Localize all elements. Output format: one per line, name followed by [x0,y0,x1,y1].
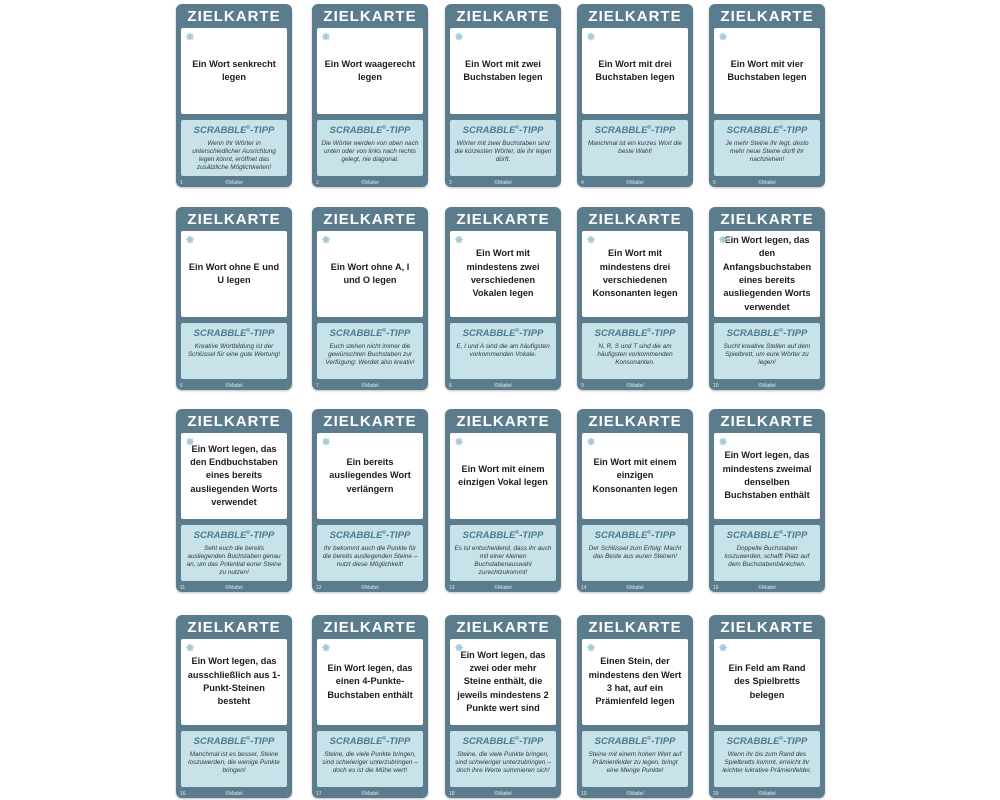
card-number: 11 [180,585,186,591]
tip-text: Sucht kreative Stellen auf dem Spielbrett, um eure Wörter zu legen! [723,343,811,367]
card-number: 17 [316,791,322,797]
goal-text: Ein Wort waagerecht legen [324,58,416,82]
tip-box [714,525,820,581]
card-number: 15 [713,585,719,591]
goal-card [176,4,292,187]
goal-card [445,207,561,390]
goal-text: Einen Stein, der mindestens den Wert 3 hat, auf ein Prämienfeld legen [588,656,682,707]
copyright-label: ©Mattel [626,585,644,591]
copyright-label: ©Mattel [361,791,379,797]
goal-text: Ein Wort legen, das ausschließlich aus 1-Punkt-Steinen besteht [187,656,281,707]
tip-box [714,323,820,379]
copyright-label: ©Mattel [361,180,379,186]
card-number: 13 [449,585,455,591]
tip-box [450,120,556,176]
goal-box [317,639,423,725]
star-icon: ✸ [185,233,196,247]
tip-box [450,323,556,379]
tip-heading: SCRABBLE®-TIPP [462,530,544,542]
goal-text: Ein Wort mit mindestens drei verschiedenen Konsonanten legen [592,248,678,299]
goal-text: Ein Wort ohne E und U legen [188,261,280,285]
goal-card [176,207,292,390]
goal-card [312,207,428,390]
card-title: ZIELKARTE [720,211,814,228]
copyright-label: ©Mattel [758,180,776,186]
goal-box [317,433,423,519]
copyright-label: ©Mattel [225,180,243,186]
card-title: ZIELKARTE [187,8,281,25]
goal-box [714,28,820,114]
tip-heading: SCRABBLE®-TIPP [329,328,411,340]
tip-box [181,323,287,379]
card-title: ZIELKARTE [323,413,417,430]
copyright-label: ©Mattel [225,791,243,797]
tip-heading: SCRABBLE®-TIPP [594,736,676,748]
goal-box [450,639,556,725]
tip-text: Wörter mit zwei Buchstaben sind die kürzesten Wörter, die ihr legen dürft. [454,140,552,164]
tip-box [181,731,287,787]
tip-text: Seht euch die bereits ausliegenden Buchstaben genau an, um das Potential eurer Steine zu nutzen! [186,545,282,577]
goal-box [582,28,688,114]
tip-box [582,323,688,379]
goal-card [709,207,825,390]
card-title: ZIELKARTE [323,8,417,25]
star-icon: ✸ [718,435,729,449]
star-icon: ✸ [185,641,196,655]
goal-box [181,433,287,519]
card-number: 14 [581,585,587,591]
card-number: 7 [316,383,319,389]
goal-box [317,28,423,114]
card-title: ZIELKARTE [323,619,417,636]
goal-text: Ein Wort mit vier Buchstaben legen [727,58,807,82]
copyright-label: ©Mattel [626,383,644,389]
goal-text: Ein Wort mit zwei Buchstaben legen [463,58,543,82]
card-title: ZIELKARTE [588,8,682,25]
tip-text: Wenn ihr bis zum Rand des Spielbretts kommt, erreicht ihr leichter lukrative Prämienfelder. [722,751,812,775]
tip-text: E, I und A sind die am häufigsten vorkommenden Vokale. [456,343,550,359]
goal-card [176,615,292,798]
copyright-label: ©Mattel [225,585,243,591]
tip-heading: SCRABBLE®-TIPP [193,125,275,137]
tip-heading: SCRABBLE®-TIPP [594,328,676,340]
card-number: 6 [180,383,183,389]
goal-card [445,615,561,798]
tip-box [582,731,688,787]
star-icon: ✸ [185,435,196,449]
goal-text: Ein Wort senkrecht legen [192,58,276,82]
tip-text: Euch stehen nicht immer die gewünschten Buchstaben zur Verfügung: Werdet also kreativ! [325,343,415,367]
goal-text: Ein Wort legen, das zwei oder mehr Steine enthält, die jeweils mindestens 2 Punkte wert sind [457,649,549,714]
tip-text: Doppelte Buchstaben loszuwerden, schafft Platz auf dem Buchstabenbänkchen. [724,545,810,569]
tip-text: Es ist entscheidend, dass ihr auch mit einer kleinen Buchstabenauswahl zurechtzukommt! [454,545,552,577]
card-title: ZIELKARTE [720,8,814,25]
goal-card [577,615,693,798]
goal-card [709,615,825,798]
tip-text: Manchmal ist ein kurzes Wort die beste Wahl! [587,140,683,156]
tip-heading: SCRABBLE®-TIPP [329,530,411,542]
card-number: 18 [449,791,455,797]
card-title: ZIELKARTE [588,619,682,636]
star-icon: ✸ [586,30,597,44]
card-title: ZIELKARTE [720,413,814,430]
goal-text: Ein Wort mit drei Buchstaben legen [595,58,675,82]
tip-text: Kreative Wortbildung ist der Schlüssel für eine gute Wertung! [187,343,281,359]
tip-box [450,731,556,787]
card-title: ZIELKARTE [187,211,281,228]
goal-text: Ein Wort mit einem einzigen Vokal legen [458,463,548,487]
tip-box [181,120,287,176]
goal-card [445,409,561,592]
copyright-label: ©Mattel [494,383,512,389]
goal-text: Ein bereits ausliegendes Wort verlängern [329,456,411,494]
card-number: 12 [316,585,322,591]
tip-text: Manchmal ist es besser, Steine loszuwerden, die wenige Punkte bringen! [188,751,280,775]
goal-text: Ein Wort mit mindestens zwei verschiedenen Vokalen legen [466,248,540,299]
goal-box [714,231,820,317]
goal-text: Ein Wort legen, das mindestens zweimal denselben Buchstaben enthält [722,450,812,501]
tip-box [714,731,820,787]
tip-box [317,323,423,379]
tip-text: Steine, die viele Punkte bringen, sind schwieriger unterzubringen – doch es ist die Mühe wert! [322,751,418,775]
tip-text: Steine, die viele Punkte bringen, sind schwieriger unterzubringen – doch ihre Werte summieren sich! [455,751,551,775]
goal-card [577,4,693,187]
star-icon: ✸ [718,641,729,655]
goal-text: Ein Wort legen, das den Endbuchstaben eines bereits ausliegenden Worts verwendet [190,443,278,508]
tip-heading: SCRABBLE®-TIPP [726,125,808,137]
tip-text: Wenn Ihr Wörter in unterschiedlicher Ausrichtung legen könnt, eröffnet das zusätzliche Möglichkeiten! [192,140,276,172]
card-title: ZIELKARTE [720,619,814,636]
card-number: 8 [449,383,452,389]
goal-box [450,231,556,317]
tip-heading: SCRABBLE®-TIPP [594,125,676,137]
tip-box [317,120,423,176]
copyright-label: ©Mattel [361,585,379,591]
tip-text: Der Schlüssel zum Erfolg: Macht das Beste aus euren Steinen! [588,545,682,561]
card-title: ZIELKARTE [456,8,550,25]
star-icon: ✸ [321,435,332,449]
card-title: ZIELKARTE [187,413,281,430]
star-icon: ✸ [321,641,332,655]
star-icon: ✸ [586,641,597,655]
goal-text: Ein Feld am Rand des Spielbretts belegen [728,662,806,700]
goal-box [181,28,287,114]
star-icon: ✸ [454,435,465,449]
tip-heading: SCRABBLE®-TIPP [462,125,544,137]
star-icon: ✸ [454,30,465,44]
card-number: 9 [581,383,584,389]
card-title: ZIELKARTE [456,211,550,228]
card-number: 5 [713,180,716,186]
tip-heading: SCRABBLE®-TIPP [726,736,808,748]
goal-card [176,409,292,592]
tip-heading: SCRABBLE®-TIPP [594,530,676,542]
goal-box [450,28,556,114]
star-icon: ✸ [718,233,729,247]
copyright-label: ©Mattel [758,791,776,797]
tip-heading: SCRABBLE®-TIPP [193,328,275,340]
copyright-label: ©Mattel [494,585,512,591]
tip-box [317,525,423,581]
tip-heading: SCRABBLE®-TIPP [726,530,808,542]
goal-card [709,4,825,187]
goal-card [577,207,693,390]
star-icon: ✸ [586,233,597,247]
card-title: ZIELKARTE [456,413,550,430]
card-title: ZIELKARTE [187,619,281,636]
tip-heading: SCRABBLE®-TIPP [462,736,544,748]
tip-box [181,525,287,581]
tip-text: N, R, S und T sind die am häufigsten vorkommenden Konsonanten. [597,343,673,367]
card-number: 2 [316,180,319,186]
goal-box [181,639,287,725]
goal-card [709,409,825,592]
star-icon: ✸ [454,641,465,655]
goal-text: Ein Wort ohne A, I und O legen [330,261,410,285]
copyright-label: ©Mattel [494,791,512,797]
tip-heading: SCRABBLE®-TIPP [726,328,808,340]
star-icon: ✸ [454,233,465,247]
card-title: ZIELKARTE [323,211,417,228]
goal-text: Ein Wort legen, das den Anfangsbuchstaben eines bereits ausliegenden Worts verwendet [722,234,812,312]
star-icon: ✸ [185,30,196,44]
goal-box [317,231,423,317]
card-number: 3 [449,180,452,186]
tip-box [714,120,820,176]
tip-heading: SCRABBLE®-TIPP [193,736,275,748]
copyright-label: ©Mattel [758,383,776,389]
goal-box [582,231,688,317]
copyright-label: ©Mattel [225,383,243,389]
card-title: ZIELKARTE [588,211,682,228]
card-number: 20 [713,791,719,797]
goal-text: Ein Wort legen, das einen 4-Punkte-Buchstaben enthält [327,662,413,700]
card-title: ZIELKARTE [588,413,682,430]
star-icon: ✸ [321,233,332,247]
copyright-label: ©Mattel [626,791,644,797]
goal-card [312,409,428,592]
copyright-label: ©Mattel [494,180,512,186]
star-icon: ✸ [718,30,729,44]
tip-heading: SCRABBLE®-TIPP [329,736,411,748]
tip-box [582,120,688,176]
tip-box [582,525,688,581]
tip-heading: SCRABBLE®-TIPP [193,530,275,542]
goal-box [582,433,688,519]
tip-heading: SCRABBLE®-TIPP [329,125,411,137]
card-number: 19 [581,791,587,797]
card-title: ZIELKARTE [456,619,550,636]
goal-box [714,433,820,519]
copyright-label: ©Mattel [626,180,644,186]
goal-card [445,4,561,187]
star-icon: ✸ [321,30,332,44]
goal-box [582,639,688,725]
tip-box [317,731,423,787]
tip-text: Je mehr Steine ihr legt, desto mehr neue Steine dürft ihr nachziehen! [725,140,809,164]
goal-card [312,4,428,187]
goal-box [714,639,820,725]
tip-box [450,525,556,581]
goal-box [450,433,556,519]
goal-text: Ein Wort mit einem einzigen Konsonanten legen [592,456,678,494]
tip-text: Die Wörter werden von oben nach unten oder von links nach rechts gelegt, nie diagonal. [321,140,419,164]
goal-card [312,615,428,798]
copyright-label: ©Mattel [758,585,776,591]
card-number: 1 [180,180,183,186]
goal-box [181,231,287,317]
tip-text: Ihr bekommt auch die Punkte für die bereits ausliegenden Steine – nutzt diese Möglichkeit! [322,545,418,569]
card-number: 16 [180,791,186,797]
star-icon: ✸ [586,435,597,449]
tip-text: Steine mit einem hohen Wert auf Prämienfelder zu legen, bringt eine Menge Punkte! [588,751,682,775]
tip-heading: SCRABBLE®-TIPP [462,328,544,340]
card-number: 10 [713,383,719,389]
copyright-label: ©Mattel [361,383,379,389]
card-number: 4 [581,180,584,186]
goal-card [577,409,693,592]
